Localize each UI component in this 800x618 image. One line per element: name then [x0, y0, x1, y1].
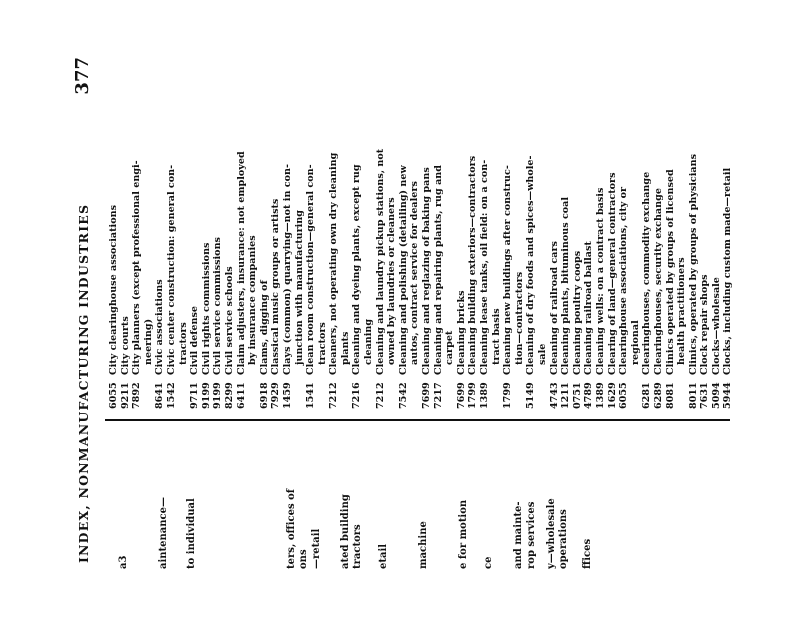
- industry-description: Clocks—wholesale: [710, 277, 722, 375]
- sic-code: 7216: [351, 382, 363, 409]
- index-entry: [236, 57, 248, 409]
- sic-code: 7699: [421, 382, 433, 409]
- index-entry: [491, 57, 503, 409]
- left-fragment: ffices: [582, 538, 593, 569]
- index-entry: [259, 57, 271, 409]
- industry-description: Clocks, including custom made—retail: [722, 167, 734, 375]
- left-fragment: ated building: [340, 494, 351, 569]
- left-fragment: a3: [118, 555, 129, 569]
- index-entry: [699, 57, 711, 409]
- index-entry: [247, 57, 259, 409]
- index-entry: [595, 57, 607, 409]
- industry-description: Civil service commissions: [212, 237, 224, 375]
- industry-description: Claim adjusters, insurance: not employed: [235, 151, 247, 375]
- index-entry: [549, 57, 561, 409]
- left-fragment: rop services: [526, 501, 537, 569]
- industry-description: Cleaning of dry foods and spices—whole-: [525, 155, 537, 375]
- index-entry: [409, 57, 421, 409]
- sic-code: 1799: [467, 382, 479, 409]
- page-title: INDEX, NONMANUFACTURING INDUSTRIES: [76, 203, 91, 563]
- index-entry: [108, 57, 120, 409]
- index-entry: [282, 57, 294, 409]
- sic-code: [178, 375, 190, 409]
- industry-description: City clearinghouse associations: [108, 205, 119, 375]
- sic-code: 8299: [223, 382, 235, 409]
- left-fragment: etail: [378, 543, 389, 569]
- index-entry: [537, 57, 549, 409]
- sic-code: 1542: [165, 382, 177, 409]
- industry-description: tractors: [316, 322, 328, 365]
- rotated-page: [70, 49, 734, 569]
- sic-code: [340, 375, 352, 409]
- industry-description: cleaning: [363, 318, 375, 365]
- industry-description: Clearinghouse associations, city or: [618, 186, 630, 375]
- sic-code: 1389: [479, 382, 490, 409]
- index-entry: [189, 57, 201, 409]
- index-entry: [386, 57, 398, 409]
- index-entry: [722, 57, 734, 409]
- index-entry: [665, 57, 677, 409]
- index-entry: [154, 57, 166, 409]
- sic-code: [409, 375, 421, 409]
- industry-description: Classical music groups or artists: [270, 198, 282, 375]
- index-entry: [607, 57, 619, 409]
- index-entries: [108, 57, 734, 409]
- sic-code: 9711: [189, 382, 201, 409]
- index-entry: [178, 57, 190, 409]
- index-entry: [618, 57, 630, 409]
- industry-description: Clean room construction—general con-: [305, 164, 317, 375]
- industry-description: Cleaning lease tanks, oil field: on a con-: [479, 159, 490, 375]
- sic-code: 1541: [305, 382, 317, 409]
- left-fragment: e for motion: [458, 499, 469, 569]
- index-entry: [525, 57, 537, 409]
- index-entry: [711, 57, 723, 409]
- index-entry: [433, 57, 445, 409]
- index-entry: [328, 57, 340, 409]
- sic-code: [676, 375, 688, 409]
- left-fragment: y—wholesale: [546, 498, 557, 569]
- industry-description: Cleaning building exteriors—contractors: [467, 155, 479, 375]
- sic-code: 9199: [200, 382, 212, 409]
- sic-code: 7217: [432, 382, 444, 409]
- industry-description: carpet: [444, 330, 456, 365]
- index-entry: [514, 57, 526, 409]
- industry-description: Cleaning new buildings after construc-: [502, 165, 514, 375]
- sic-code: 7212: [328, 382, 340, 409]
- industry-description: Cleaning poultry coops: [571, 250, 583, 375]
- sic-code: [363, 375, 375, 409]
- index-entry: [572, 57, 584, 409]
- industry-description: Cleaning bricks: [455, 290, 467, 375]
- index-entry: [630, 57, 642, 409]
- left-fragment: to individual: [186, 498, 197, 569]
- sic-code: 1389: [594, 382, 606, 409]
- industry-description: junction with manufacturing: [293, 210, 305, 365]
- industry-description: Cleaning and reglazing of baking pans: [421, 167, 433, 375]
- index-entry: [479, 57, 491, 409]
- page-number: 377: [72, 57, 93, 95]
- index-entry: [467, 57, 479, 409]
- sic-code: 5094: [710, 382, 722, 409]
- index-entry: [143, 57, 155, 409]
- left-fragment: —retail: [311, 528, 322, 569]
- sic-code: [537, 375, 549, 409]
- sic-code: 7631: [699, 382, 711, 409]
- industry-description: tract basis: [490, 308, 502, 365]
- index-entry: [502, 57, 514, 409]
- index-entry: [212, 57, 224, 409]
- industry-description: Clays (common) quarrying—not in con-: [281, 164, 293, 375]
- industry-description: Cleaning railroad ballast: [583, 241, 595, 375]
- sic-code: 1629: [606, 382, 618, 409]
- index-entry: [421, 57, 433, 409]
- industry-description: Clinics, operated by groups of physicians: [687, 154, 699, 375]
- left-column-fragments: [118, 429, 724, 569]
- sic-code: [386, 375, 398, 409]
- industry-description: Cleaning and dyeing plants, except rug: [351, 164, 363, 375]
- left-fragment: machine: [418, 521, 429, 569]
- industry-description: Clearinghouses, commodity exchange: [641, 171, 653, 375]
- sic-code: 7542: [397, 382, 409, 409]
- left-fragment: ce: [483, 556, 494, 569]
- sic-code: [630, 375, 642, 409]
- column-divider: [105, 415, 730, 421]
- sic-code: 8011: [687, 382, 699, 409]
- left-fragment: aintenance—: [158, 496, 169, 569]
- index-entry: [317, 57, 329, 409]
- sic-code: 7892: [131, 382, 143, 409]
- index-entry: [305, 57, 317, 409]
- sic-code: 4743: [548, 382, 560, 409]
- sic-code: 6055: [108, 382, 119, 409]
- index-entry: [351, 57, 363, 409]
- sic-code: 9211: [119, 382, 131, 409]
- sic-code: 9199: [212, 382, 224, 409]
- sic-code: [491, 375, 503, 409]
- industry-description: owned by laundries or cleaners: [386, 197, 398, 365]
- industry-description: Civil defense: [189, 305, 201, 375]
- sic-code: [247, 375, 259, 409]
- sic-code: 1459: [281, 382, 293, 409]
- sic-code: 6918: [258, 382, 270, 409]
- industry-description: Clinics operated by groups of licensed: [664, 169, 676, 375]
- sic-code: 1799: [502, 382, 514, 409]
- industry-description: Civic center construction: general con-: [165, 164, 177, 375]
- sic-code: [294, 375, 306, 409]
- index-entry: [166, 57, 178, 409]
- industry-description: tion—contractors: [513, 271, 525, 365]
- index-entry: [270, 57, 282, 409]
- index-entry: [363, 57, 375, 409]
- index-entry: [340, 57, 352, 409]
- industry-description: sale: [536, 343, 548, 365]
- index-entry: [294, 57, 306, 409]
- industry-description: Cleaning and polishing (detailing) new: [397, 165, 409, 375]
- industry-description: Cleaning plants, bituminous coal: [560, 196, 572, 375]
- sic-code: [514, 375, 526, 409]
- industry-description: Clearinghouses, security exchange: [652, 188, 664, 375]
- industry-description: Cleaning wells: on a contract basis: [594, 187, 606, 375]
- sic-code: 4789: [583, 382, 595, 409]
- sic-code: 6411: [235, 382, 247, 409]
- industry-description: Clock repair shops: [699, 274, 711, 375]
- industry-description: neering): [142, 318, 154, 365]
- index-entry: [583, 57, 595, 409]
- industry-description: tractors: [177, 322, 189, 365]
- industry-description: Cleaning and repairing plants, rug and: [432, 165, 444, 375]
- industry-description: Cleaners, not operating own dry cleaning: [328, 152, 340, 375]
- index-entry: [120, 57, 132, 409]
- industry-description: Cleaning and laundry pickup stations, not: [374, 148, 386, 375]
- sic-code: 5149: [525, 382, 537, 409]
- sic-code: 6281: [641, 382, 653, 409]
- sic-code: 7699: [455, 382, 467, 409]
- index-entry: [676, 57, 688, 409]
- index-entry: [688, 57, 700, 409]
- left-fragment: ters, offices of: [286, 488, 297, 569]
- sic-code: 8081: [664, 382, 676, 409]
- sic-code: 6055: [618, 382, 630, 409]
- index-entry: [201, 57, 213, 409]
- industry-description: City courts: [119, 316, 131, 375]
- sic-code: 8641: [154, 382, 166, 409]
- industry-description: by insurance companies: [247, 235, 259, 365]
- index-entry: [456, 57, 468, 409]
- sic-code: 6289: [652, 382, 664, 409]
- index-entry: [444, 57, 456, 409]
- industry-description: Clearing of land—general contractors: [606, 172, 618, 375]
- industry-description: Civil service schools: [223, 266, 235, 375]
- index-entry: [641, 57, 653, 409]
- sic-code: [444, 375, 456, 409]
- left-fragment: ons: [298, 549, 309, 569]
- industry-description: Cleaning of railroad cars: [548, 241, 560, 375]
- sic-code: [317, 375, 329, 409]
- industry-description: Civic associations: [154, 279, 166, 375]
- index-entry: [375, 57, 387, 409]
- industry-description: plants: [339, 331, 351, 365]
- sic-code: 7929: [270, 382, 282, 409]
- sic-code: 1211: [560, 382, 572, 409]
- industry-description: Civil rights commissions: [200, 242, 212, 375]
- sic-code: 7212: [374, 382, 386, 409]
- index-entry: [653, 57, 665, 409]
- industry-description: health practitioners: [676, 257, 688, 365]
- index-entry: [224, 57, 236, 409]
- industry-description: City planners (except professional engi-: [131, 160, 143, 375]
- page-header: [72, 57, 98, 563]
- sic-code: 5944: [722, 382, 734, 409]
- left-fragment: operations: [558, 509, 569, 569]
- sic-code: [143, 375, 155, 409]
- sic-code: 0751: [571, 382, 583, 409]
- industry-description: Clams, digging of: [258, 280, 270, 375]
- left-fragment: and mainte-: [513, 501, 524, 569]
- index-entry: [560, 57, 572, 409]
- index-entry: [131, 57, 143, 409]
- industry-description: autos, contract service for dealers: [409, 181, 421, 365]
- index-entry: [398, 57, 410, 409]
- industry-description: regional: [629, 320, 641, 365]
- left-fragment: tractors: [352, 524, 363, 569]
